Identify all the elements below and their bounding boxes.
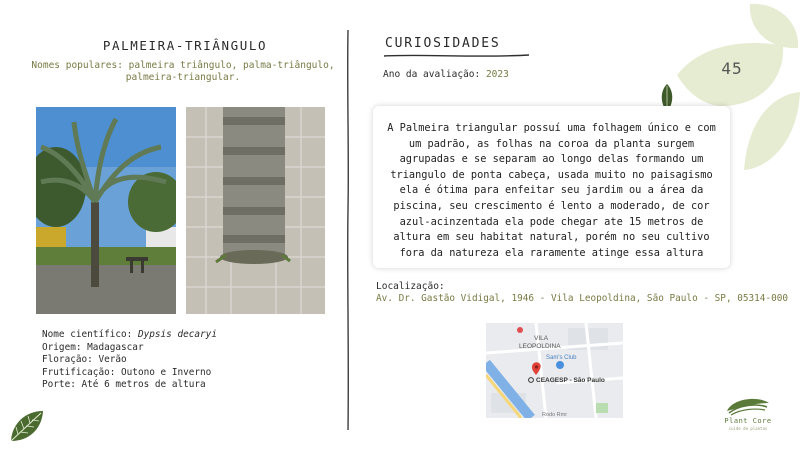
- page-number: 45: [721, 59, 743, 78]
- location-address: Av. Dr. Gastão Vidigal, 1946 - Vila Leopoldina, São Paulo - SP, 05314-000: [376, 293, 789, 304]
- fact-scientific: Nome científico: Dypsis decaryi: [42, 329, 217, 340]
- brand-name: Plant Core: [724, 417, 772, 425]
- leaf-icon: [8, 408, 46, 444]
- column-divider: [345, 30, 351, 430]
- plant-description: A Palmeira triangular possuí uma folhagem único e com um padrão, as folhas na coroa da planta surgem agrupadas e se separam ao longo delas formando um triangulo de ponta cabeça, usada muito no paisagismo ela é ótima para enfeitar seu jardim ou a área da piscina, seu crescimento é lento a moderado, de cor azul-acinzentada ela pode chegar ate 15 metros de altura em seu habitat natural, porém no seu cultivo fora da natureza ela raramente atinge essa altura: [387, 122, 716, 259]
- popular-names: Nomes populares: palmeira triângulo, palma-triângulo, palmeira-triangular.: [31, 60, 335, 83]
- map-district: VILA: [534, 335, 549, 342]
- plant-facts: [42, 329, 217, 392]
- curiosities-title: CURIOSIDADES: [385, 36, 501, 51]
- brand-tagline: cuide de plantas: [728, 426, 768, 431]
- map-poi: Sam's Club: [546, 355, 577, 361]
- title-underline: [383, 52, 530, 60]
- plant-title: PALMEIRA-TRIÂNGULO: [102, 38, 268, 53]
- location-map[interactable]: [486, 323, 623, 418]
- fact-fruiting: Frutificação: Outono e Inverno: [42, 366, 212, 378]
- map-district-2: LEOPOLDINA: [519, 343, 561, 350]
- fact-origin: Origem: Madagascar: [42, 341, 144, 353]
- fact-size: Porte: Até 6 metros de altura: [42, 379, 206, 391]
- trunk-photo: [186, 107, 325, 314]
- map-pin-label: CEAGESP - São Paulo: [536, 377, 605, 384]
- evaluation-year: Ano da avaliação: 2023: [383, 69, 509, 80]
- palm-photo: [36, 107, 176, 314]
- location-label: Localização:: [376, 281, 445, 292]
- map-road: Rodo Rmr: [542, 412, 568, 418]
- fact-flowering: Floração: Verão: [42, 354, 127, 366]
